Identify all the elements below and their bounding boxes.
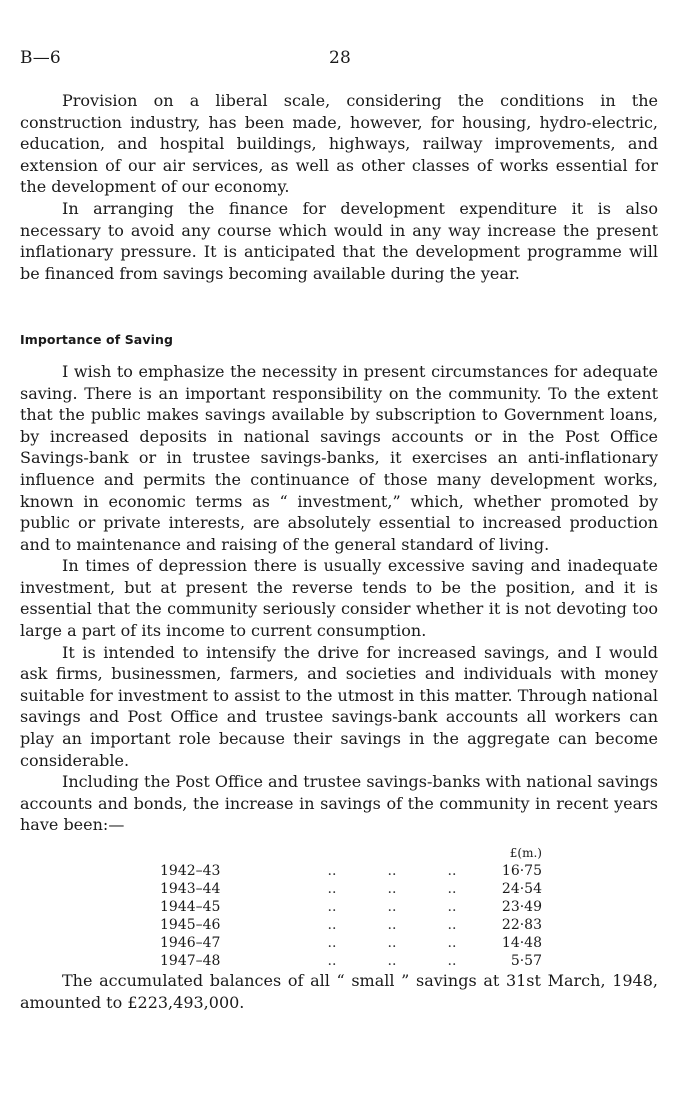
table-leader: .. .. .. <box>327 917 457 933</box>
closing-paragraph: The accumulated balances of all “ small ” savings at 31st March, 1948, amounted to £223,493,000. <box>20 971 658 1012</box>
table-year: 1946–47 <box>160 935 221 951</box>
body-text <box>20 90 658 1013</box>
table-leader: .. .. .. <box>327 899 457 915</box>
table-row <box>20 862 658 880</box>
paragraph: It is intended to intensify the drive for increased savings, and I would ask firms, businessmen, farmers, and societies and individuals with money suitable for investment to assist to the utmost in this matter. Through national savings and Post Office and trustee savings-bank accounts all workers can play an important role because their savings in the aggregate can become considerable. <box>20 642 658 770</box>
table-row <box>20 952 658 970</box>
paragraph: In arranging the finance for development expenditure it is also necessary to avoid any course which would in any way increase the present inflationary pressure. It is anticipated that the development programme will be financed from savings becoming available during the year. <box>20 198 658 283</box>
table-leader: .. .. .. <box>327 953 457 969</box>
table-unit-header <box>20 844 542 862</box>
table-value: 23·49 <box>501 899 542 915</box>
page-number: 28 <box>328 48 352 68</box>
paragraph: Provision on a liberal scale, considering the conditions in the construction industry, has been made, however, for housing, hydro-electric, education, and hospital buildings, highways, railway improvements, and extension of our air services, as well as other classes of works essential for the development of our economy. <box>20 91 658 197</box>
table-value: 24·54 <box>501 881 542 897</box>
table-value: 16·75 <box>501 863 542 879</box>
table-row <box>20 898 658 916</box>
paragraph: I wish to emphasize the necessity in present circumstances for adequate saving. There is an important responsibility on the community. To the extent that the public makes savings available by subscription to Government loans, by increased deposits in national savings accounts or in the Post Office Savings-bank or in trustee savings-banks, it exercises an anti-inflationary influence and permits the continuance of those many development works, known in economic terms as “ investment,” which, whether promoted by public or private interests, are absolutely essential to increased production and to maintenance and raising of the general standard of living. <box>20 361 658 554</box>
table-leader: .. .. .. <box>327 935 457 951</box>
table-leader: .. .. .. <box>327 863 457 879</box>
paragraph: Including the Post Office and trustee savings-banks with national savings accounts and bonds, the increase in savings of the community in recent years have been:— <box>20 772 658 835</box>
table-year: 1942–43 <box>160 863 221 879</box>
table-unit-label: £(m.) <box>509 846 542 860</box>
table-year: 1947–48 <box>160 953 221 969</box>
table-value: 22·83 <box>501 917 542 933</box>
paragraph: In times of depression there is usually excessive saving and inadequate investment, but at present the reverse tends to be the position, and it is essential that the community seriously consider whether it is not devoting too large a part of its income to current consumption. <box>20 556 658 641</box>
table-value: 5·57 <box>510 953 542 969</box>
table-year: 1945–46 <box>160 917 221 933</box>
table-leader: .. .. .. <box>327 881 457 897</box>
table-row <box>20 880 658 898</box>
document-reference: B—6 <box>20 48 61 68</box>
table-value: 14·48 <box>501 935 542 951</box>
table-year: 1944–45 <box>160 899 221 915</box>
table-year: 1943–44 <box>160 881 221 897</box>
table-row <box>20 934 658 952</box>
savings-table <box>20 844 658 970</box>
section-heading: Importance of Saving <box>20 332 174 348</box>
table-row <box>20 916 658 934</box>
